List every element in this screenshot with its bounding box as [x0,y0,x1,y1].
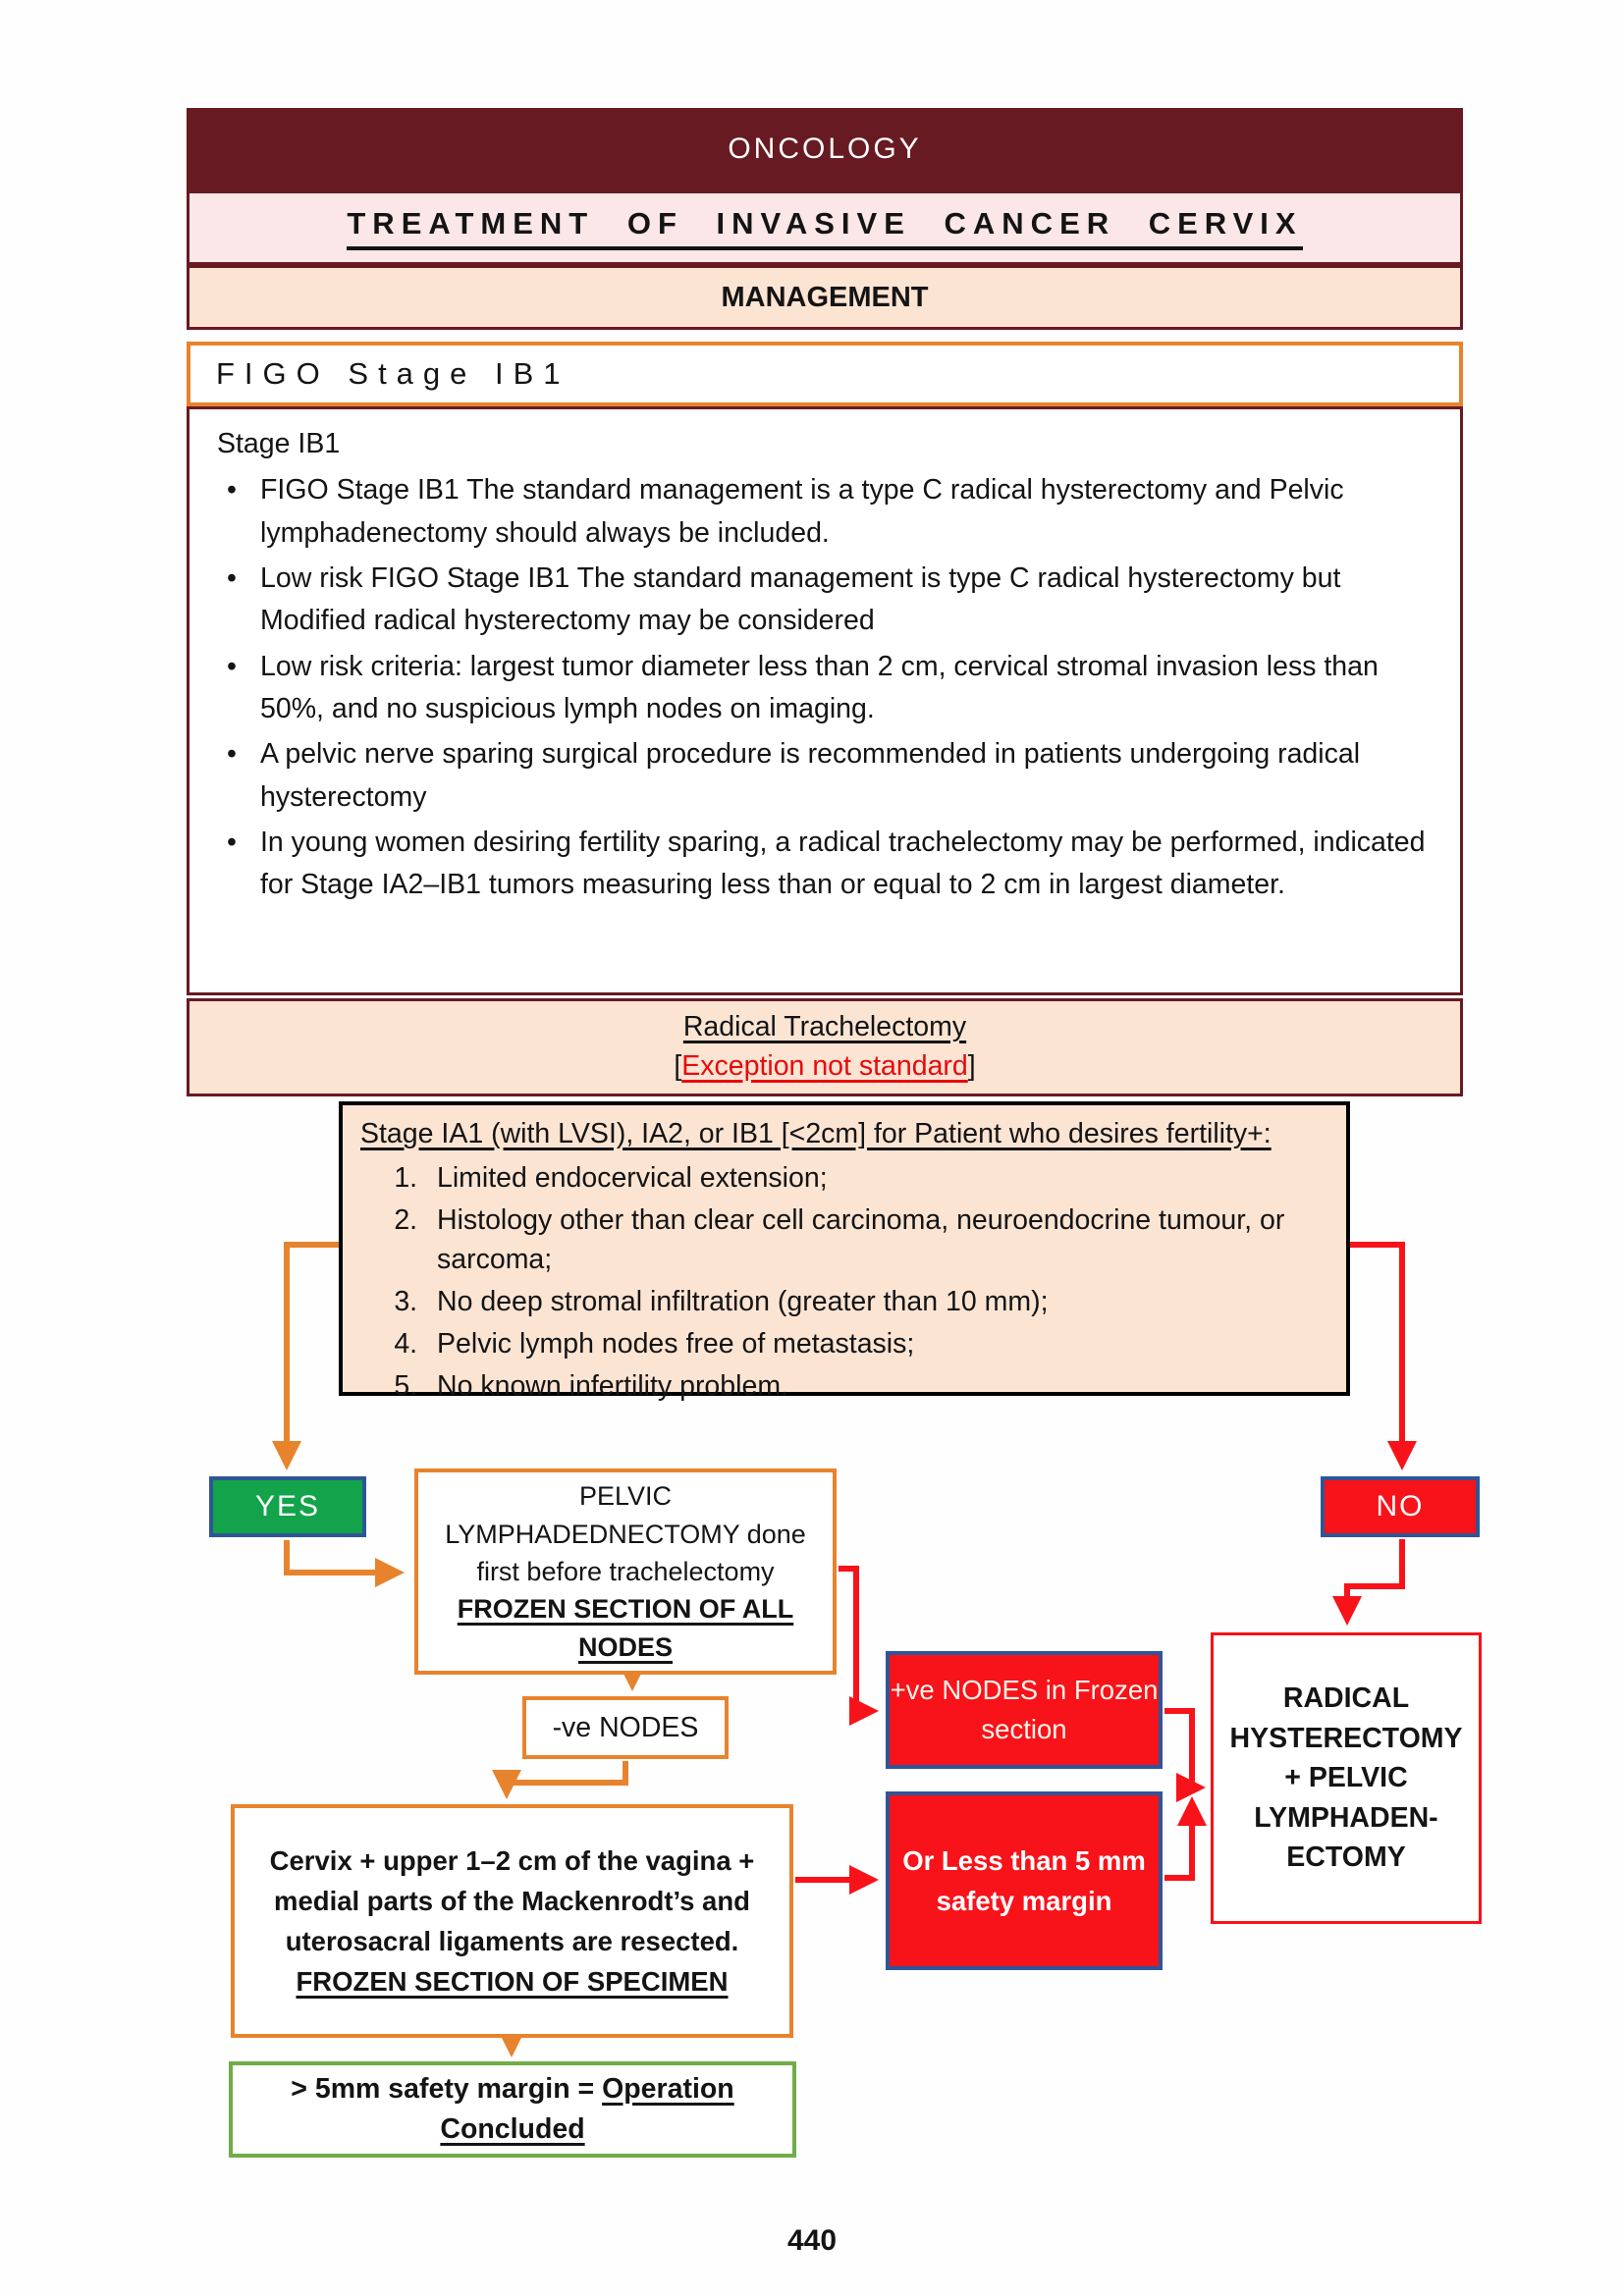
bracket-close: ] [967,1050,976,1082]
overview-bullet: • Low risk FIGO Stage IB1 The standard management is type C radical hysterectomy but Modified radical hysterectomy may be considered [217,558,1427,643]
oncology-header-label: ONCOLOGY [728,133,922,165]
yes-label: YES [254,1490,321,1522]
overview-bullet: • In young women desiring fertility sparing, a radical trachelectomy may be performed, indicated for Stage IA2–IB1 tumors measuring less than or equal to 2 cm in largest diameter. [217,822,1427,907]
bracket-open: [ [674,1050,682,1082]
figo-stage-label: FIGO Stage IB1 [216,356,570,391]
less-than-5mm-label: Or Less than 5 mm safety margin [902,1844,1146,1916]
criteria-list [425,1158,1326,1407]
cervix-resection-node [231,1804,793,2038]
positive-nodes-node [886,1651,1163,1769]
radical-hysterectomy-node [1211,1632,1482,1924]
connector-pelvic-to-posnodes [839,1569,873,1711]
document-title-band [187,190,1463,265]
document-title: TREATMENT OF INVASIVE CANCER CERVIX [347,206,1302,250]
criteria-item: 2. Histology other than clear cell carcinoma, neuroendocrine tumour, or sarcoma; [425,1201,1326,1281]
criteria-heading: Stage IA1 (with LVSI), IA2, or IB1 [<2cm] for Patient who desires fertility+: [360,1118,1272,1149]
pelvic-node-text: PELVIC LYMPHADEDNECTOMY done first before trachelectomy [445,1481,806,1586]
connector-negnodes-to-cervix [507,1761,625,1793]
stage-overview-box [187,406,1463,995]
criteria-item: 5. No known infertility problem. [425,1366,1326,1407]
cervix-node-text: Cervix + upper 1–2 cm of the vagina + medial parts of the Mackenrodt’s and uterosacral ligaments are resected. [269,1844,755,1956]
overview-bullet-list [217,469,1427,906]
yes-node [209,1476,366,1537]
connector-criteria-to-no [1350,1245,1402,1465]
concluded-prefix: > 5mm safety margin = [291,2072,603,2105]
radical-node-line: + PELVIC [1284,1762,1408,1794]
concluded-node-text [272,2069,753,2151]
overview-heading: Stage IB1 [217,428,341,459]
cervix-node-emphasis: FROZEN SECTION OF SPECIMEN [296,1966,729,1998]
overview-bullet: • Low risk criteria: largest tumor diameter less than 2 cm, cervical stromal invasion less than 50%, and no suspicious lymph nodes on imaging. [217,646,1427,731]
less-than-5mm-node [886,1791,1163,1970]
negative-nodes-label: -ve NODES [552,1711,699,1743]
trachelectomy-banner [187,998,1463,1096]
overview-bullet: • FIGO Stage IB1 The standard management is a type C radical hysterectomy and Pelvic lymphadenectomy should always be included. [217,469,1427,555]
no-label: NO [1376,1490,1425,1522]
radical-node-line: LYMPHADEN- [1254,1801,1438,1834]
exception-label: Exception not standard [681,1050,968,1082]
trachelectomy-exception-line [674,1047,975,1087]
oncology-header-band [187,108,1463,190]
management-band [187,265,1463,330]
page-number: 440 [786,2224,838,2257]
connector-no-to-radical [1347,1539,1402,1620]
pelvic-lymphadenectomy-node [414,1468,837,1675]
criteria-item: 4. Pelvic lymph nodes free of metastasis; [425,1324,1326,1364]
overview-bullet: • A pelvic nerve sparing surgical procedure is recommended in patients undergoing radical hysterectomy [217,733,1427,819]
radical-node-line: ECTOMY [1286,1842,1406,1874]
concluded-emphasis: Operation Concluded [440,2072,734,2145]
negative-nodes-node [522,1696,729,1759]
operation-concluded-node [229,2061,796,2158]
pelvic-node-emphasis: FROZEN SECTION OF ALL NODES [457,1594,794,1662]
connector-orless-to-junction [1164,1802,1192,1878]
connector-posnodes-to-radical [1164,1711,1200,1788]
connector-criteria-to-yes [287,1245,339,1465]
radical-node-line: RADICAL [1282,1682,1410,1715]
no-node [1321,1476,1480,1537]
management-label: MANAGEMENT [721,281,929,313]
connector-yes-to-pelvic [287,1540,399,1573]
fertility-criteria-box [339,1101,1350,1402]
criteria-item: 3. No deep stromal infiltration (greater than 10 mm); [425,1282,1326,1322]
trachelectomy-title: Radical Trachelectomy [682,1011,967,1043]
radical-node-line: HYSTERECTOMY [1229,1722,1463,1754]
criteria-item: 1. Limited endocervical extension; [425,1158,1326,1199]
positive-nodes-label: +ve NODES in Frozen section [890,1675,1159,1744]
figo-stage-banner [187,342,1463,406]
